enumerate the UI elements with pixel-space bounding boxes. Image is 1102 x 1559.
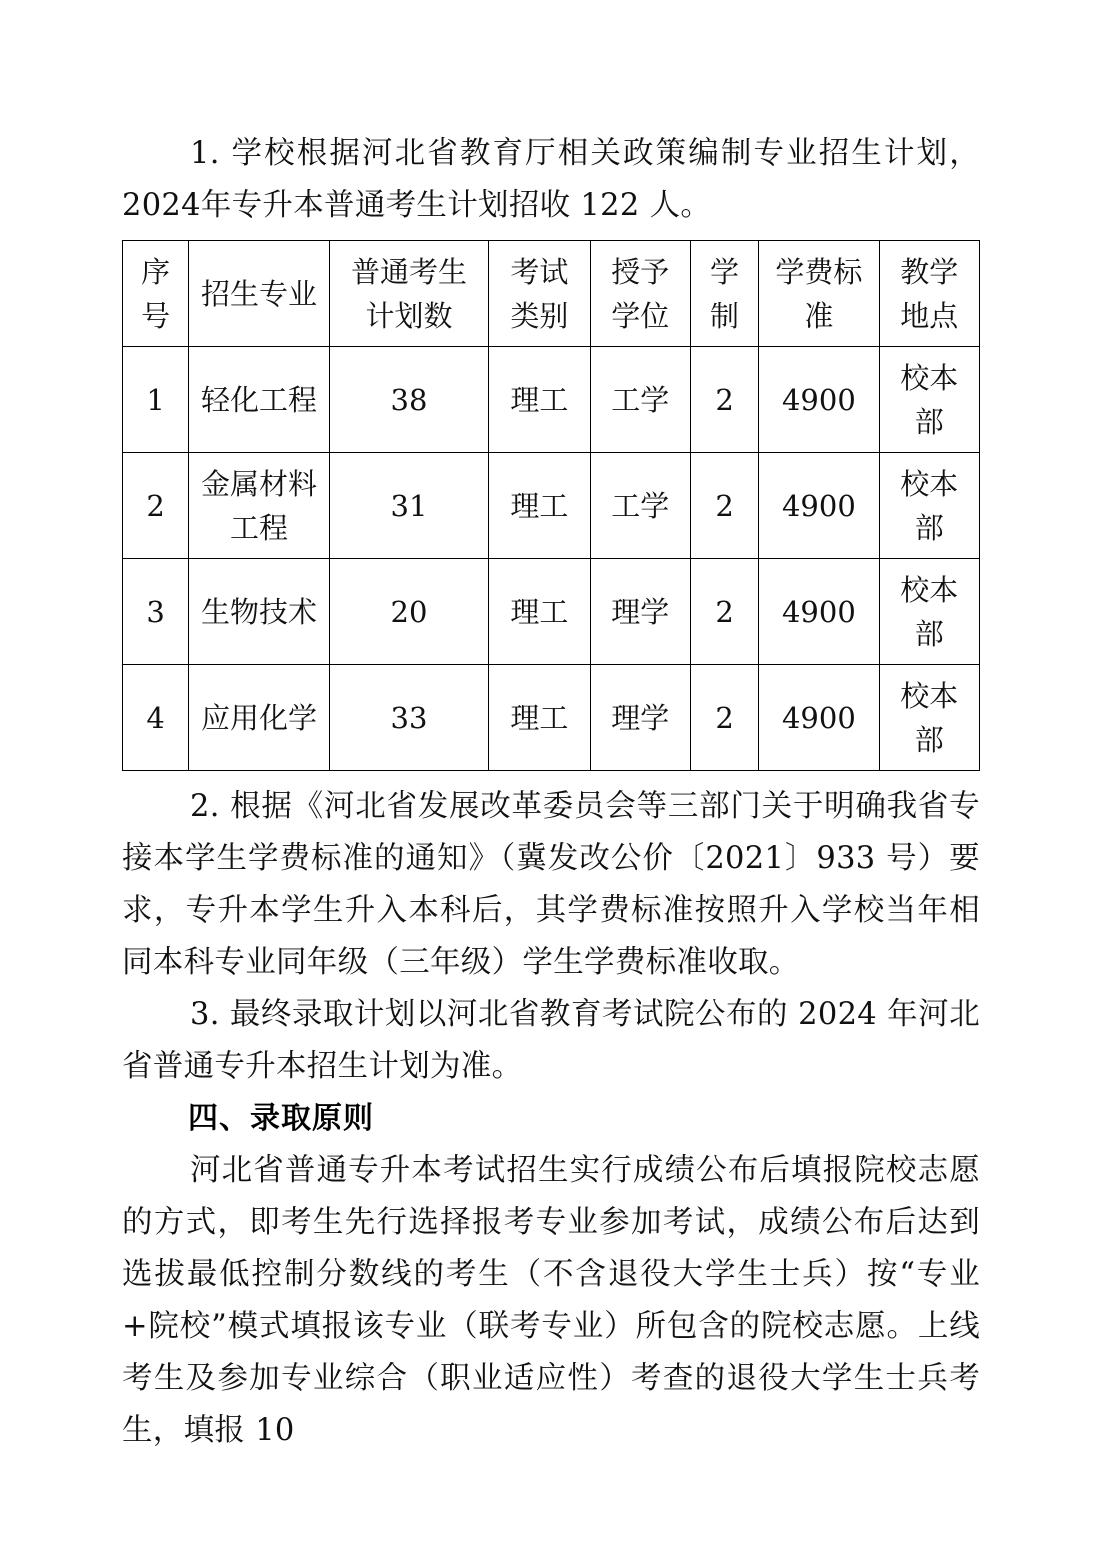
column-header-exam-type-line1: 考试 — [510, 254, 569, 289]
cell-sequence: 2 — [123, 453, 189, 559]
table-row — [123, 347, 980, 453]
column-header-plan-count — [329, 241, 489, 347]
cell-campus-line2: 部 — [914, 616, 944, 651]
column-header-tuition — [759, 241, 879, 347]
cell-exam-type: 理工 — [489, 453, 590, 559]
column-header-sequence-line2: 号 — [141, 298, 171, 333]
cell-duration: 2 — [690, 453, 758, 559]
column-header-duration — [690, 241, 758, 347]
table-row — [123, 665, 980, 771]
paragraph-item-2: 2. 根据《河北省发展改革委员会等三部门关于明确我省专接本学生学费标准的通知》（冀发改公价〔2021〕933 号）要求，专升本学生升入本科后，其学费标准按照升入学校当年相同本科专业同年级（三年级）学生学费标准收取。 — [122, 789, 980, 980]
section-heading-admission-principles: 四、录取原则 — [188, 1101, 374, 1136]
column-header-exam-type-line2: 类别 — [510, 298, 569, 333]
cell-degree: 理学 — [590, 559, 690, 665]
cell-duration: 2 — [690, 559, 758, 665]
cell-plan-count: 38 — [329, 347, 489, 453]
cell-degree: 工学 — [590, 453, 690, 559]
cell-major-line1: 轻化工程 — [200, 382, 317, 417]
cell-exam-type: 理工 — [489, 665, 590, 771]
cell-campus — [879, 559, 979, 665]
cell-tuition: 4900 — [759, 665, 879, 771]
admission-plan-table — [122, 240, 980, 771]
cell-tuition: 4900 — [759, 559, 879, 665]
page-content — [122, 128, 980, 1457]
column-header-sequence — [123, 241, 189, 347]
cell-plan-count: 31 — [329, 453, 489, 559]
cell-campus-line2: 部 — [914, 404, 944, 439]
cell-campus — [879, 453, 979, 559]
cell-campus-line1: 校本 — [900, 466, 959, 501]
cell-degree: 理学 — [590, 665, 690, 771]
cell-campus-line1: 校本 — [900, 678, 959, 713]
cell-plan-count: 20 — [329, 559, 489, 665]
column-header-campus — [879, 241, 979, 347]
cell-sequence: 1 — [123, 347, 189, 453]
column-header-sequence-line1: 序 — [141, 254, 171, 289]
cell-campus-line1: 校本 — [900, 572, 959, 607]
cell-plan-count: 33 — [329, 665, 489, 771]
column-header-tuition-line1: 学费标 — [775, 254, 863, 289]
cell-exam-type: 理工 — [489, 559, 590, 665]
table-header-row — [123, 241, 980, 347]
column-header-campus-line1: 教学 — [900, 254, 959, 289]
column-header-degree-line1: 授予 — [611, 254, 670, 289]
cell-major-line1: 金属材料 — [200, 466, 317, 501]
cell-tuition: 4900 — [759, 453, 879, 559]
column-header-plan-count-line1: 普通考生 — [350, 254, 467, 289]
cell-sequence: 4 — [123, 665, 189, 771]
column-header-plan-count-line2: 计划数 — [365, 298, 453, 333]
cell-degree: 工学 — [590, 347, 690, 453]
column-header-duration-line2: 制 — [710, 298, 740, 333]
cell-exam-type: 理工 — [489, 347, 590, 453]
cell-major — [189, 559, 329, 665]
column-header-campus-line2: 地点 — [900, 298, 959, 333]
cell-major-line1: 生物技术 — [200, 594, 317, 629]
cell-major-line2: 工程 — [229, 510, 288, 545]
paragraph-item-3: 3. 最终录取计划以河北省教育考试院公布的 2024 年河北省普通专升本招生计划为准。 — [122, 997, 980, 1084]
cell-tuition: 4900 — [759, 347, 879, 453]
table-row — [123, 559, 980, 665]
paragraph-section-4-body: 河北省普通专升本考试招生实行成绩公布后填报院校志愿的方式，即考生先行选择报考专业参加考试，成绩公布后达到选拔最低控制分数线的考生（不含退役大学生士兵）按“专业+院校”模式填报该专业（联考专业）所包含的院校志愿。上线考生及参加专业综合（职业适应性）考查的退役大学生士兵考生，填报 10 — [122, 1153, 980, 1448]
cell-duration: 2 — [690, 347, 758, 453]
column-header-duration-line1: 学 — [710, 254, 740, 289]
cell-campus — [879, 347, 979, 453]
table-body — [123, 347, 980, 771]
cell-campus-line2: 部 — [914, 510, 944, 545]
cell-duration: 2 — [690, 665, 758, 771]
cell-campus-line2: 部 — [914, 722, 944, 757]
column-header-tuition-line2: 准 — [804, 298, 834, 333]
paragraph-item-1: 1. 学校根据河北省教育厅相关政策编制专业招生计划，2024年专升本普通考生计划招收 122 人。 — [122, 136, 980, 223]
column-header-degree-line2: 学位 — [611, 298, 670, 333]
cell-major-line1: 应用化学 — [200, 700, 317, 735]
cell-major — [189, 665, 329, 771]
cell-sequence: 3 — [123, 559, 189, 665]
cell-campus — [879, 665, 979, 771]
cell-campus-line1: 校本 — [900, 360, 959, 395]
column-header-exam-type — [489, 241, 590, 347]
table-row — [123, 453, 980, 559]
cell-major — [189, 453, 329, 559]
column-header-major: 招生专业 — [189, 241, 329, 347]
column-header-degree — [590, 241, 690, 347]
cell-major — [189, 347, 329, 453]
